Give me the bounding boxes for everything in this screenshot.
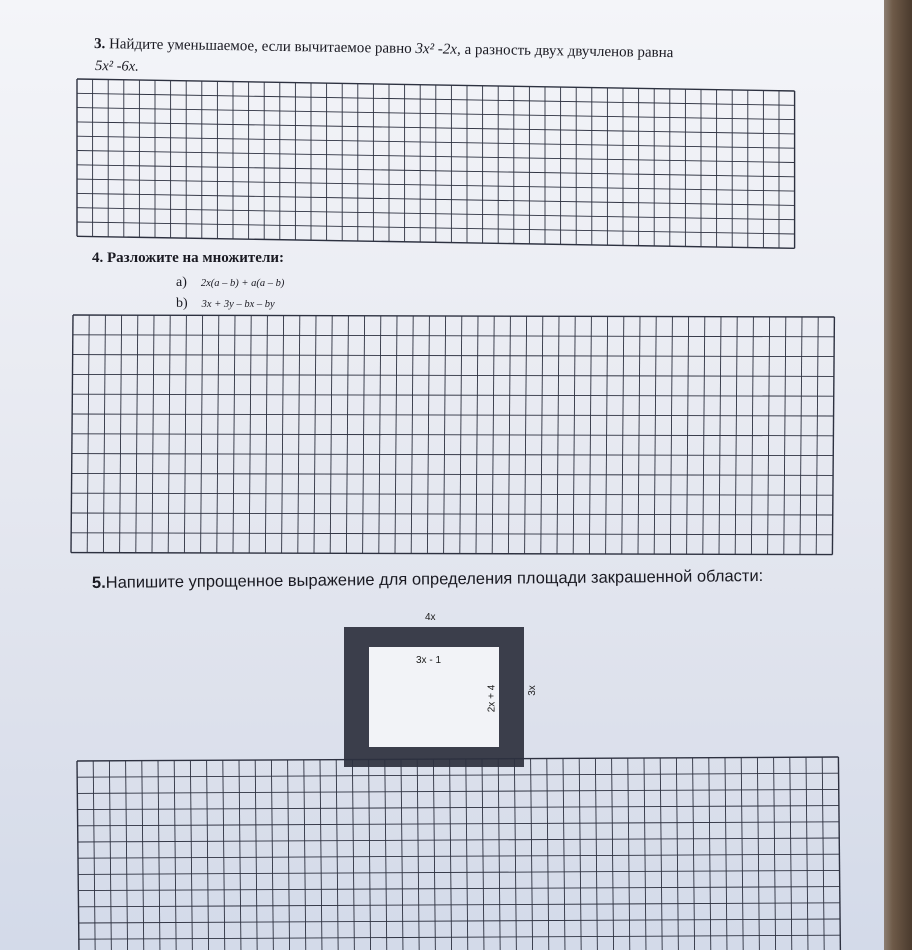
inner-width-label: 3x - 1 [416,655,442,666]
grid-hline [78,806,839,810]
grid-vline [806,757,808,950]
grid-vline [579,758,581,950]
answer-grid-task4[interactable] [72,314,845,564]
grid-vline [547,759,549,950]
grid-vline [693,758,695,950]
grid-vline [174,760,176,950]
grid-hline [72,394,833,396]
grid-hline [72,414,833,416]
grid-vline [757,757,759,950]
grid-hline [72,473,833,475]
grid-vline [660,758,662,950]
grid-hline [72,454,833,456]
grid-hline [73,315,834,317]
grid-vline [223,760,225,950]
task4-item-a-expression: 2x(a – b) + a(a – b) [200,278,285,289]
task3-text-before: Найдите уменьшаемое, если вычитаемое равно [105,36,416,58]
grid-vline [644,758,646,950]
task3-subtrahend: 3x² -2x [415,41,458,58]
task3-statement [94,36,674,62]
grid-vline [142,761,144,950]
grid-vline [709,758,711,950]
outer-width-label: 4x [425,612,436,623]
grid-hline [78,870,839,874]
grid-hline [72,434,833,436]
grid-vline [612,758,614,950]
grid-vline [741,758,743,950]
grid-vline [790,757,792,950]
grid-vline [628,758,630,950]
task4-item-a [176,275,284,291]
grid-hline [71,533,832,535]
grid-vline [595,758,597,950]
answer-grid-task3[interactable] [76,78,806,247]
task4-item-b-expression: 3x + 3y – bx – by [201,299,275,310]
grid-hline [72,493,833,495]
grid-hline [78,854,839,858]
grid-hline [79,903,840,907]
grid-vline [563,758,565,950]
grid-hline [79,919,840,923]
grid-hline [78,887,839,891]
task5-number: 5. [91,573,106,592]
grid-vline [271,760,273,950]
grid-vline [255,760,257,950]
task4-heading [92,250,284,267]
task3-number: 3. [93,36,106,53]
task4-item-a-label: a) [176,275,187,290]
grid-hline [71,553,832,555]
grid-vline [514,759,516,950]
task3-text-after: , а разность двух двучленов равна [456,41,674,62]
grid-vline [774,757,776,950]
grid-vline [109,761,111,950]
task5-title: Напишите упрощенное выражение для определения площади закрашенной области: [105,566,764,592]
grid-vline [239,760,241,950]
grid-vline [93,761,95,950]
grid-vline [207,760,209,950]
grid-vline [158,761,160,950]
grid-hline [73,335,834,337]
grid-hline [77,773,838,777]
task4-item-b-label: b) [176,296,188,311]
grid-hline [73,374,834,376]
task3-difference: 5x² -6x. [94,58,139,75]
grid-hline [71,513,832,515]
grid-hline [73,355,834,357]
grid-vline [531,759,533,950]
grid-vline [77,761,79,950]
grid-hline [77,789,838,793]
grid-vline [725,758,727,950]
grid-hline [79,935,840,939]
task4-title: Разложите на множители: [103,250,285,266]
inner-height-label: 2x + 4 [486,684,498,713]
desk-background [880,0,912,950]
task5-heading [92,567,763,593]
grid-vline [498,759,500,950]
grid-hline [78,838,839,842]
task4-number: 4. [92,250,104,266]
grid-vline [822,757,824,950]
answer-grid-task5[interactable] [76,760,849,950]
outer-height-label: 3x [526,685,538,696]
task4-item-b [176,296,275,312]
grid-vline [126,761,128,950]
grid-vline [190,760,192,950]
grid-vline [482,759,484,950]
grid-vline [838,757,840,950]
grid-hline [78,822,839,826]
grid-vline [676,758,678,950]
